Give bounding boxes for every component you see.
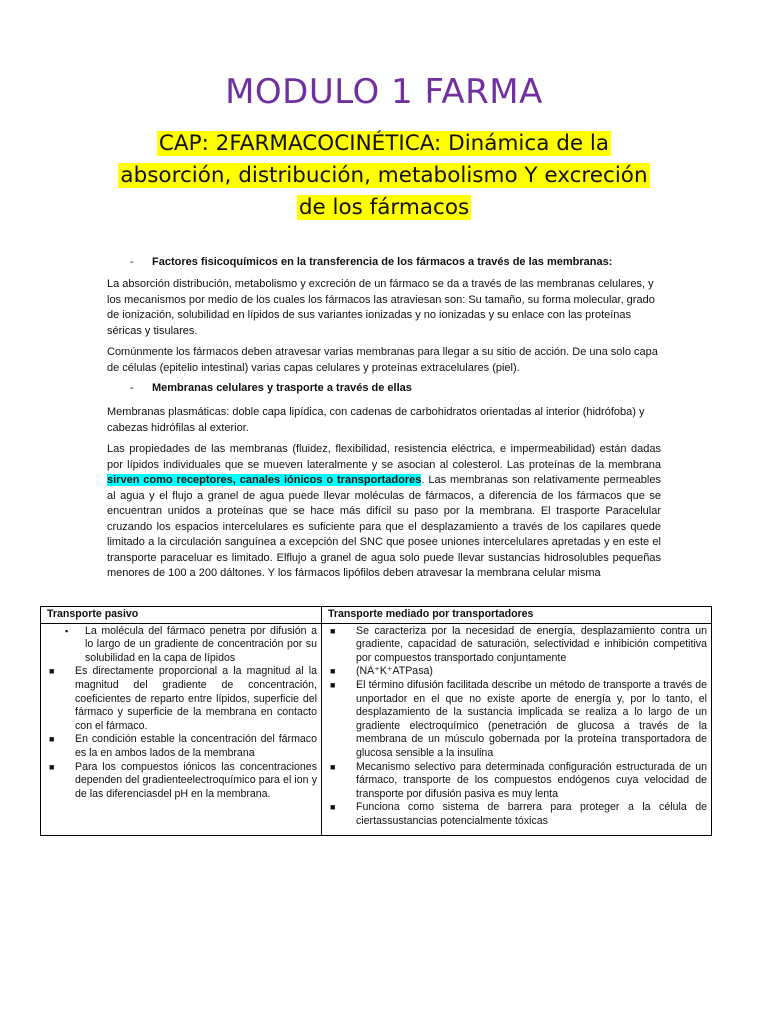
list-item: ■ Es directamente proporcional a la magnitud al la magnitud del gradiente de concentración, coeficientes de reparto entre lípidos, superficie del fármaco y superficie de la membrana en contacto con el fármaco. xyxy=(49,665,317,732)
section-heading-text: Factores fisicoquímicos en la transferencia de los fármacos a través de las membranas: xyxy=(152,256,613,268)
bullet-icon: ■ xyxy=(330,802,336,813)
paragraph-membranas-accion: Comúnmente los fármacos deben atravesar varias membranas para llegar a su sitio de acción. De una solo capa de células (epitelio intestinal) varias capas celulares y proteínas extracelulares (piel). xyxy=(107,346,658,374)
header-transporte-pasivo: Transporte pasivo xyxy=(41,607,322,624)
section-heading-membranas xyxy=(130,382,690,394)
paragraph-text: . Las membranas son relativamente permeables al agua y el flujo a granel de agua puede llevar moléculas de fármacos, a diferencia de los fármacos que se encuentran unidos a proteínas que se hace más difícil su paso por la membrana. El trasporte Paracelular cruzando los espacios intercelulares es suficiente para que el desplazamiento a través de los capilares quede limitado a la circulación sanguínea a excepción del SNC que posee uniones intercelulares apretadas y en este el transporte paraceluar es limitado. Elflujo a granel de agua solo puede llevar sustancias hidrosolubles pequeñas menores de 100 a 200 dáltones. Y los fármacos lipófilos deben atravesar la membrana celular misma xyxy=(107,474,661,579)
list-item: ■ El término difusión facilitada describe un método de transporte a través de unportador en el que no existe aporte de energía y, por lo tanto, el desplazamiento de la sustancia implicada se realiza a lo largo de un gradiente electroquímico (penetración de glucosa a través de la membrana de un músculo gobernada por la proteína transportadora de glucosa sensible a la insulina xyxy=(330,678,707,759)
cell-mediado xyxy=(322,623,712,835)
transport-comparison-table xyxy=(40,606,712,836)
bullet-icon: ■ xyxy=(49,666,55,677)
bullet-icon: ■ xyxy=(330,679,336,690)
bullet-icon: ■ xyxy=(49,761,55,772)
header-transporte-mediado: Transporte mediado por transportadores xyxy=(322,607,712,624)
bullet-icon: ■ xyxy=(49,734,55,745)
list-item: ▪ La molécula del fármaco penetra por difusión a lo largo de un gradiente de concentración por su solubilidad en la capa de lípidos xyxy=(65,624,317,664)
highlighted-text: sirven como receptores, canales iónicos o transportadores xyxy=(107,474,422,486)
table-header-row xyxy=(41,607,712,624)
chapter-title xyxy=(110,128,658,224)
list-mediado xyxy=(326,625,707,829)
paragraph-propiedades-membranas xyxy=(107,442,661,582)
section-heading-text: Membranas celulares y trasporte a través de ellas xyxy=(152,382,412,394)
list-pasivo xyxy=(45,625,317,802)
table-row xyxy=(41,623,712,835)
list-item: ■ Para los compuestos iónicos las concentraciones dependen del gradienteelectroquímico para el ion y de las diferenciasdel pH en la membrana. xyxy=(49,760,317,800)
chapter-title-text: CAP: 2FARMACOCINÉTICA: Dinámica de la absorción, distribución, metabolismo Y excreción de los fármacos xyxy=(120,131,648,220)
list-item: ■ Se caracteriza por la necesidad de energía, desplazamiento contra un gradiente, capacidad de saturación, selectividad e inhibición competitiva por compuestos transportado conjuntamente xyxy=(330,624,707,664)
section-heading-fisicoquimicos xyxy=(130,256,690,268)
cell-pasivo xyxy=(41,623,322,835)
bullet-icon: ■ xyxy=(330,761,336,772)
bullet-icon: ■ xyxy=(330,666,336,677)
bullet-icon: ■ xyxy=(330,625,336,636)
bullet-dash: - xyxy=(130,256,134,268)
document-title: MODULO 1 FARMA xyxy=(225,72,543,112)
paragraph-membranas-plasmaticas: Membranas plasmáticas: doble capa lipídica, con cadenas de carbohidratos orientadas al interior (hidrófoba) y cabezas hidrófilas al exterior. xyxy=(107,406,645,434)
paragraph-text: Las propiedades de las membranas (fluidez, flexibilidad, resistencia eléctrica, e impermeabilidad) están dadas por lípidos individuales que se mueven lateralmente y se asocian al colesterol. Las proteínas de la membrana xyxy=(107,443,661,471)
list-item: ■ (NA⁺K⁺ATPasa) xyxy=(330,665,433,678)
list-item: ■ Mecanismo selectivo para determinada configuración estructurada de un fármaco, transporte de los compuestos endógenos cuya velocidad de transporte por difusión pasiva es muy lenta xyxy=(330,760,707,800)
bullet-icon: ▪ xyxy=(65,625,69,636)
list-item: ■ Funciona como sistema de barrera para proteger a la célula de ciertassustancias potencialmente tóxicas xyxy=(330,801,707,827)
paragraph-absorcion: La absorción distribución, metabolismo y excreción de un fármaco se da a través de las membranas celulares, y los mecanismos por medio de los cuales los fármacos las atraviesan son: Su tamaño, su forma molecular, grado de ionización, solubilidad en lípidos de sus variantes ionizadas y no ionizadas y su enlace con las proteínas séricas y tisulares. xyxy=(107,278,655,337)
bullet-dash: - xyxy=(130,382,134,394)
list-item: ■ En condición estable la concentración del fármaco es la en ambos lados de la membrana xyxy=(49,733,317,759)
